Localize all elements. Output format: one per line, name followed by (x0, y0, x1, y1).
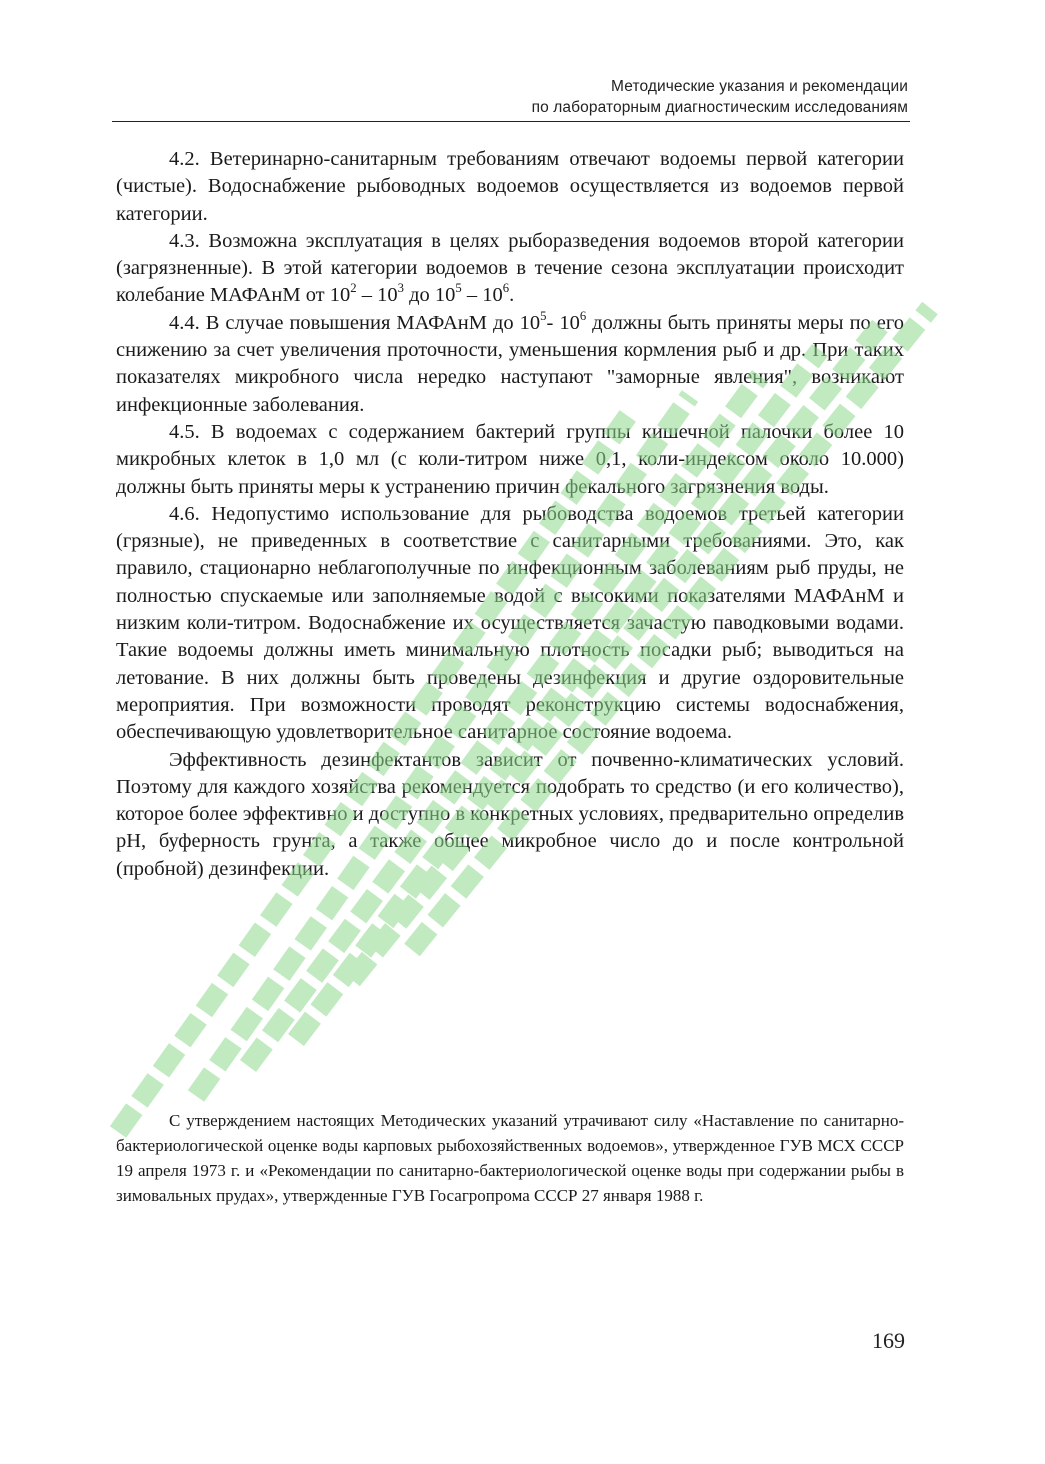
paragraph-disinfectants: Эффективность дезинфектантов зависит от почвенно-климатических условий. Поэтому для каждого хозяйства рекомендуется подобрать то средство (и его количество), которое более эффективно и доступно в конкретных условиях, предварительно определив рН, буферность грунта, а также общее микробное число до и после контрольной (пробной) дезинфекции. (116, 748, 904, 880)
running-header-line-1: Методические указания и рекомендации (611, 78, 908, 95)
running-header (430, 76, 908, 118)
running-header-line-2: по лабораторным диагностическим исследованиям (531, 99, 908, 116)
header-rule (112, 121, 910, 122)
footnote: С утверждением настоящих Методических указаний утрачивают силу «Наставление по санитарно-бактериологической оценке воды карповых рыбохозяйственных водоемов», утвержденное ГУВ МСХ СССР 19 апреля 1973 г. и «Рекомендации по санитарно-бактериологической оценке воды при содержании рыбы в зимовальных прудах», утвержденные ГУВ Госагропрома СССР 27 января 1988 г. (116, 1111, 904, 1205)
page-number: 169 (872, 1328, 905, 1353)
paragraph-4-5: 4.5. В водоемах с содержанием бактерий группы кишечной палочки более 10 микробных клеток в 1,0 мл (с коли-титром ниже 0,1, коли-индексом около 10.000) должны быть приняты меры к устранению причин фекального загрязнения воды. (116, 420, 904, 498)
paragraph-4-3: 4.3. Возможна эксплуатация в целях рыборазведения водоемов второй категории (загрязненные). В этой категории водоемов в течение сезона эксплуатации происходит колебание МАФАнМ от $10^2 - 10^3$ до $10^5 - 10^6$. (116, 229, 904, 307)
paragraph-4-4: 4.4. В случае повышения МАФАнМ до $10^5-$ $10^6$ должны быть приняты меры по его снижению за счет увеличения проточности, уменьшения кормления рыб и др. При таких показателях микробного числа нередко наступают "заморные явления", возникают инфекционные заболевания. (116, 308, 905, 416)
body-text (116, 146, 904, 883)
paragraph-4-2: 4.2. Ветеринарно-санитарным требованиям отвечают водоемы первой категории (чистые). Водоснабжение рыбоводных водоемов осуществляется из водоемов первой категории. (116, 148, 904, 225)
paragraph-4-6: 4.6. Недопустимо использование для рыбоводства водоемов третьей категории (грязные), не приведенных в соответствие с санитарными требованиями. Это, как правило, стационарно неблагополучные по инфекционным заболеваниям рыб пруды, не полностью спускаемые или заполняемые водой с высокими показателями МАФАнМ и низким коли-титром. Водоснабжение их осуществляется зачастую паводковыми водами. Такие водоемы должны иметь минимальную плотность посадки рыб; выводиться на летование. В них должны быть проведены дезинфекция и другие оздоровительные мероприятия. При возможности проводят реконструкцию системы водоснабжения, обеспечивающую удовлетворительное санитарное состояние водоема. (116, 502, 904, 744)
